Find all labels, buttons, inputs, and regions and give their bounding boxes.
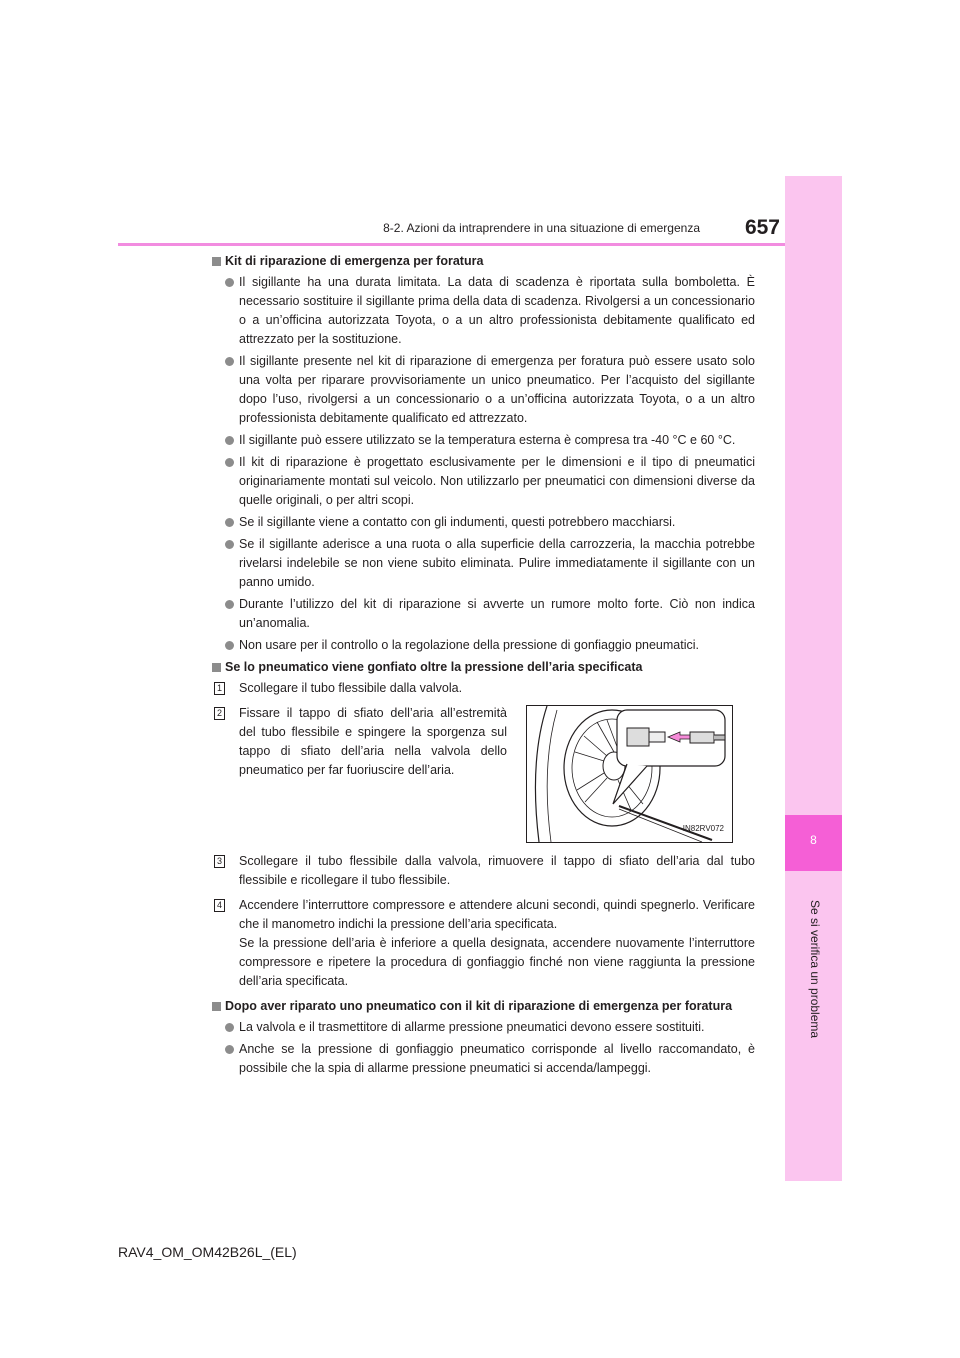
list-item: Anche se la pressione di gonfiaggio pneumatico corrisponde al livello raccomandato, è possibile che la spia di allarme pressione pneumatici si accenda/lampeggi.: [212, 1040, 755, 1078]
list-item: Se il sigillante viene a contatto con gli indumenti, questi potrebbero macchiarsi.: [212, 513, 755, 532]
list-item: Il sigillante può essere utilizzato se la temperatura esterna è compresa tra -40 °C e 60 °C.: [212, 431, 755, 450]
step-item: 4 Accendere l’interruttore compressore e attendere alcuni secondi, quindi spegnerlo. Verificare che il manometro indichi la pressione dell’aria specificata. Se la pressione dell’aria è inferiore a quella designata, accendere nuovamente l’interruttore compressore e ripetere la procedura di gonfiaggio finché non viene raggiunta la pressione dell’aria specificata.: [212, 896, 755, 991]
step-number: 3: [214, 855, 225, 868]
section-heading: Kit di riparazione di emergenza per foratura: [212, 252, 755, 271]
figure-id: IN82RV072: [682, 824, 724, 833]
section-heading: Se lo pneumatico viene gonfiato oltre la pressione dell’aria specificata: [212, 658, 755, 677]
step-number: 4: [214, 899, 225, 912]
bullet-icon: [225, 1045, 234, 1054]
bullet-icon: [225, 1023, 234, 1032]
step-item: 1 Scollegare il tubo flessibile dalla valvola.: [212, 679, 755, 698]
section-header: 8-2. Azioni da intraprendere in una situazione di emergenza: [383, 221, 700, 235]
bullet-icon: [225, 458, 234, 467]
square-bullet-icon: [212, 257, 221, 266]
list-item: Durante l’utilizzo del kit di riparazione si avverte un rumore molto forte. Ciò non indica un’anomalia.: [212, 595, 755, 633]
step-item: 3 Scollegare il tubo flessibile dalla valvola, rimuovere il tappo di sfiato dell’aria dal tubo flessibile e ricollegare il tubo flessibile.: [212, 852, 755, 890]
bullet-icon: [225, 357, 234, 366]
document-code: RAV4_OM_OM42B26L_(EL): [118, 1244, 297, 1260]
list-item: Il sigillante presente nel kit di riparazione di emergenza per foratura può essere usato solo una volta per riparare provvisoriamente un unico pneumatico. Per l’acquisto del sigillante dopo l’uso, rivolgersi a un concessionario o a un’officina autorizzata Toyota, o a un altro professionista debitamente qualificato ed attrezzato.: [212, 352, 755, 428]
bullet-icon: [225, 540, 234, 549]
header-rule: [118, 243, 785, 246]
step-number: 1: [214, 682, 225, 695]
bullet-icon: [225, 278, 234, 287]
square-bullet-icon: [212, 663, 221, 672]
chapter-title: Se si verifica un problema: [808, 900, 822, 1039]
list-item: La valvola e il trasmettitore di allarme pressione pneumatici devono essere sostituiti.: [212, 1018, 755, 1037]
section-heading: Dopo aver riparato uno pneumatico con il kit di riparazione di emergenza per foratura: [212, 997, 755, 1016]
bullet-icon: [225, 641, 234, 650]
bullet-icon: [225, 518, 234, 527]
list-item: Non usare per il controllo o la regolazione della pressione di gonfiaggio pneumatici.: [212, 636, 755, 655]
step-item: 2 Fissare il tappo di sfiato dell’aria all’estremità del tubo flessibile e spingere la sporgenza sul tappo di sfiato dell’aria nella valvola dello pneumatico per far fuoriuscire dell’aria. IN82RV072: [212, 704, 755, 844]
page-number: 657: [744, 216, 780, 239]
page-content: [212, 252, 755, 1081]
list-item: Il kit di riparazione è progettato esclusivamente per le dimensioni e il tipo di pneumatici originariamente montati sul veicolo. Non utilizzarlo per pneumatici con dimensioni diverse da quelle originali, o per altri scopi.: [212, 453, 755, 510]
chapter-number: 8: [810, 833, 817, 847]
tire-valve-illustration: [526, 705, 733, 843]
step-number: 2: [214, 707, 225, 720]
list-item: Se il sigillante aderisce a una ruota o alla superficie della carrozzeria, la macchia potrebbe rivelarsi indelebile se non viene subito eliminata. Pulire immediatamente il sigillante con un panno umido.: [212, 535, 755, 592]
square-bullet-icon: [212, 1002, 221, 1011]
bullet-icon: [225, 436, 234, 445]
list-item: Il sigillante ha una durata limitata. La data di scadenza è riportata sulla bomboletta. È necessario sostituire il sigillante prima della data di scadenza. Rivolgersi a un concessionario o a un’officina autorizzata Toyota, o a un altro professionista debitamente qualificato ed attrezzato per la sostituzione.: [212, 273, 755, 349]
bullet-icon: [225, 600, 234, 609]
